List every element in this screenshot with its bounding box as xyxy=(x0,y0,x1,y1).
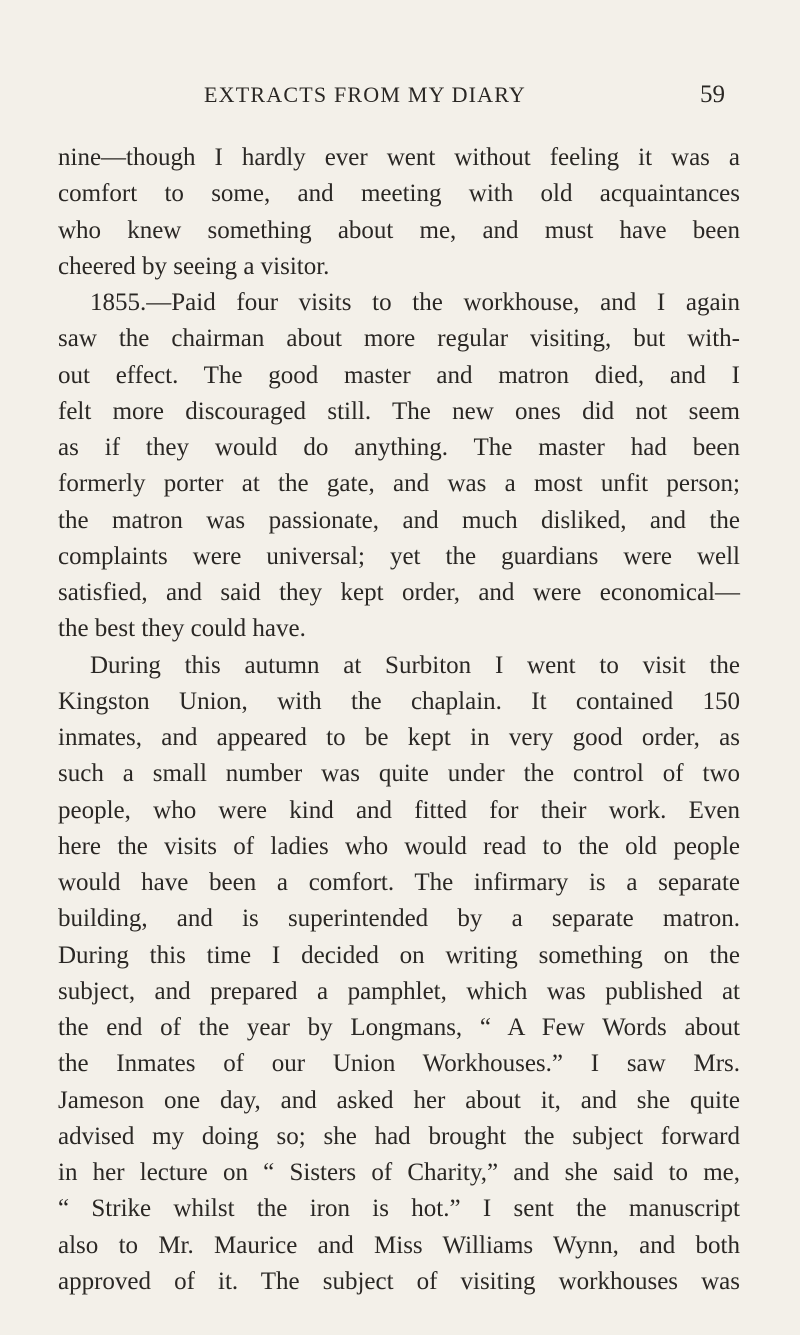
text-line: Kingston Union, with the chaplain. It contained 150 xyxy=(58,687,740,715)
text-line: advised my doing so; she had brought the subject forward xyxy=(58,1122,740,1150)
text-line: satisfied, and said they kept order, and were economical— xyxy=(58,579,740,606)
text-line: felt more discouraged still. The new ones did not seem xyxy=(58,397,740,425)
text-line: the matron was passionate, and much disliked, and the xyxy=(58,506,740,534)
text-line: approved of it. The subject of visiting workhouses was xyxy=(58,1267,740,1295)
text-line: in her lecture on “ Sisters of Charity,” and she said to me, xyxy=(58,1159,740,1186)
text-line: saw the chairman about more regular visiting, but with- xyxy=(58,325,740,353)
text-line: inmates, and appeared to be kept in very good order, as xyxy=(58,724,740,751)
running-title: EXTRACTS FROM MY DIARY xyxy=(204,82,527,107)
text-line: During this autumn at Surbiton I went to visit the xyxy=(90,651,740,679)
text-line: the Inmates of our Union Workhouses.” I saw Mrs. xyxy=(58,1050,740,1078)
text-line: cheered by seeing a visitor. xyxy=(58,252,330,280)
body-text xyxy=(58,140,740,1300)
text-line: complaints were universal; yet the guardians were well xyxy=(58,542,740,570)
text-line: the end of the year by Longmans, “ A Few Words about xyxy=(58,1014,740,1041)
text-line: comfort to some, and meeting with old acquaintances xyxy=(58,180,740,208)
text-line: people, who were kind and fitted for their work. Even xyxy=(58,796,740,824)
text-line: would have been a comfort. The infirmary is a separate xyxy=(58,869,740,896)
text-line: building, and is superintended by a separate matron. xyxy=(58,905,740,933)
text-line: During this time I decided on writing something on the xyxy=(58,941,740,969)
text-line: nine—though I hardly ever went without feeling it was a xyxy=(58,144,740,171)
text-line: Jameson one day, and asked her about it, and she quite xyxy=(58,1086,740,1114)
text-line: here the visits of ladies who would read to the old people xyxy=(58,832,740,860)
text-line: formerly porter at the gate, and was a most unfit person; xyxy=(58,470,740,498)
text-line: the best they could have. xyxy=(58,615,306,643)
text-line: who knew something about me, and must have been xyxy=(58,216,740,244)
text-line: out effect. The good master and matron died, and I xyxy=(58,361,740,389)
text-line: also to Mr. Maurice and Miss Williams Wynn, and both xyxy=(58,1231,740,1259)
page-number: 59 xyxy=(700,81,725,108)
text-line: “ Strike whilst the iron is hot.” I sent the manuscript xyxy=(58,1195,740,1223)
text-line: such a small number was quite under the control of two xyxy=(58,760,740,788)
text-line: subject, and prepared a pamphlet, which was published at xyxy=(58,977,740,1005)
text-line: as if they would do anything. The master had been xyxy=(58,434,740,461)
text-line: 1855.—Paid four visits to the workhouse, and I again xyxy=(90,289,740,316)
